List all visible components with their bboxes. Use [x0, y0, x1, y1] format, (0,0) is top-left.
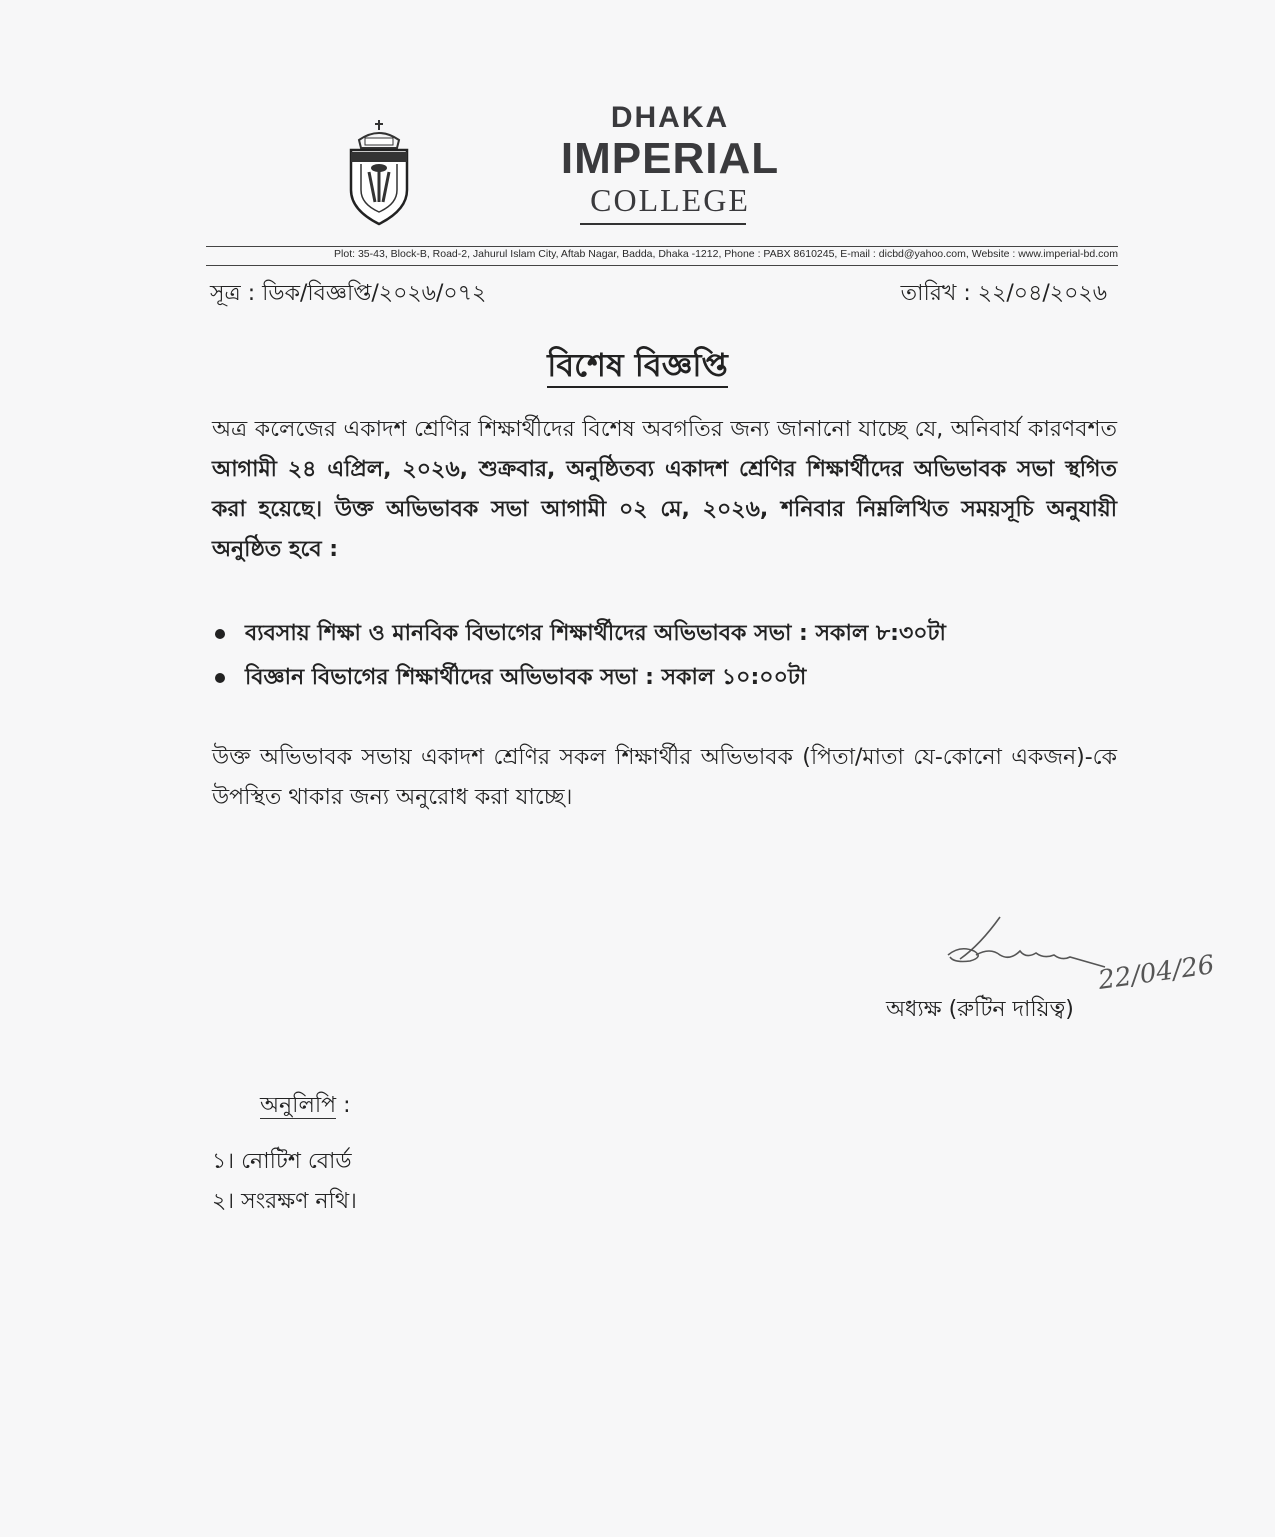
address-divider-top — [206, 246, 1118, 247]
meeting-schedule-list — [215, 612, 946, 700]
copy-to-list — [212, 1142, 357, 1222]
brand-line-dhaka: DHAKA — [610, 101, 730, 134]
notice-paragraph-1 — [212, 410, 1117, 570]
signatory-designation: অধ্যক্ষ (রুটিন দায়িত্ব) — [886, 997, 1074, 1022]
schedule-item — [215, 612, 946, 656]
paragraph-1-emphasis: আগামী ২৪ এপ্রিল, ২০২৬, শুক্রবার, অনুষ্ঠিতব্য একাদশ শ্রেণির শিক্ষার্থীদের অভিভাবক সভা স্থগিত করা হয়েছে। উক্ত অভিভাবক সভা আগামী ০২ মে, ২০২৬, শনিবার নিম্নলিখিত সময়সূচি অনুযায়ী অনুষ্ঠিত হবে : — [212, 457, 1117, 562]
notice-title — [0, 340, 1275, 394]
brand-line-imperial: IMPERIAL — [560, 134, 780, 183]
address-divider-bottom — [206, 265, 1118, 266]
copy-to-colon: : — [336, 1093, 351, 1118]
paragraph-1-intro: অত্র কলেজের একাদশ শ্রেণির শিক্ষার্থীদের বিশেষ অবগতির জন্য জানানো যাচ্ছে যে, অনিবার্য কারণবশত — [212, 417, 1117, 442]
brand-line-college: COLLEGE — [590, 182, 750, 218]
college-address: Plot: 35-43, Block-B, Road-2, Jahurul Islam City, Aftab Nagar, Badda, Dhaka -1212, Phone : PABX 8610245, E-mail : dicbd@yahoo.com, Website : www.imperial-bd.com — [334, 248, 1118, 260]
notice-title-text: বিশেষ বিজ্ঞপ্তি — [547, 346, 728, 388]
signature-date: 22/04/26 — [1096, 950, 1217, 996]
notice-date: তারিখ : ২২/০৪/২০২৬ — [900, 281, 1107, 306]
signature-scribble-icon — [940, 915, 1110, 975]
bullet-icon — [215, 673, 225, 683]
copy-to-item: ২। সংরক্ষণ নথি। — [212, 1189, 357, 1214]
schedule-item-text: বিজ্ঞান বিভাগের শিক্ষার্থীদের অভিভাবক সভা : সকাল ১০:০০টা — [245, 665, 807, 690]
brand-underline — [580, 223, 746, 225]
schedule-item — [215, 656, 946, 700]
bullet-icon — [215, 629, 225, 639]
reference-number: সূত্র : ডিক/বিজ্ঞপ্তি/২০২৬/০৭২ — [210, 281, 487, 306]
college-brand — [540, 100, 800, 218]
notice-paragraph-2: উক্ত অভিভাবক সভায় একাদশ শ্রেণির সকল শিক্ষার্থীর অভিভাবক (পিতা/মাতা যে-কোনো একজন)-কে উপস্থিত থাকার জন্য অনুরোধ করা যাচ্ছে। — [212, 745, 1117, 810]
copy-to-heading — [260, 1088, 351, 1125]
college-crest-logo — [345, 118, 413, 228]
copy-to-item: ১। নোটিশ বোর্ড — [212, 1149, 352, 1174]
copy-to-label: অনুলিপি — [260, 1093, 337, 1118]
schedule-item-text: ব্যবসায় শিক্ষা ও মানবিক বিভাগের শিক্ষার্থীদের অভিভাবক সভা : সকাল ৮:৩০টা — [245, 621, 946, 646]
